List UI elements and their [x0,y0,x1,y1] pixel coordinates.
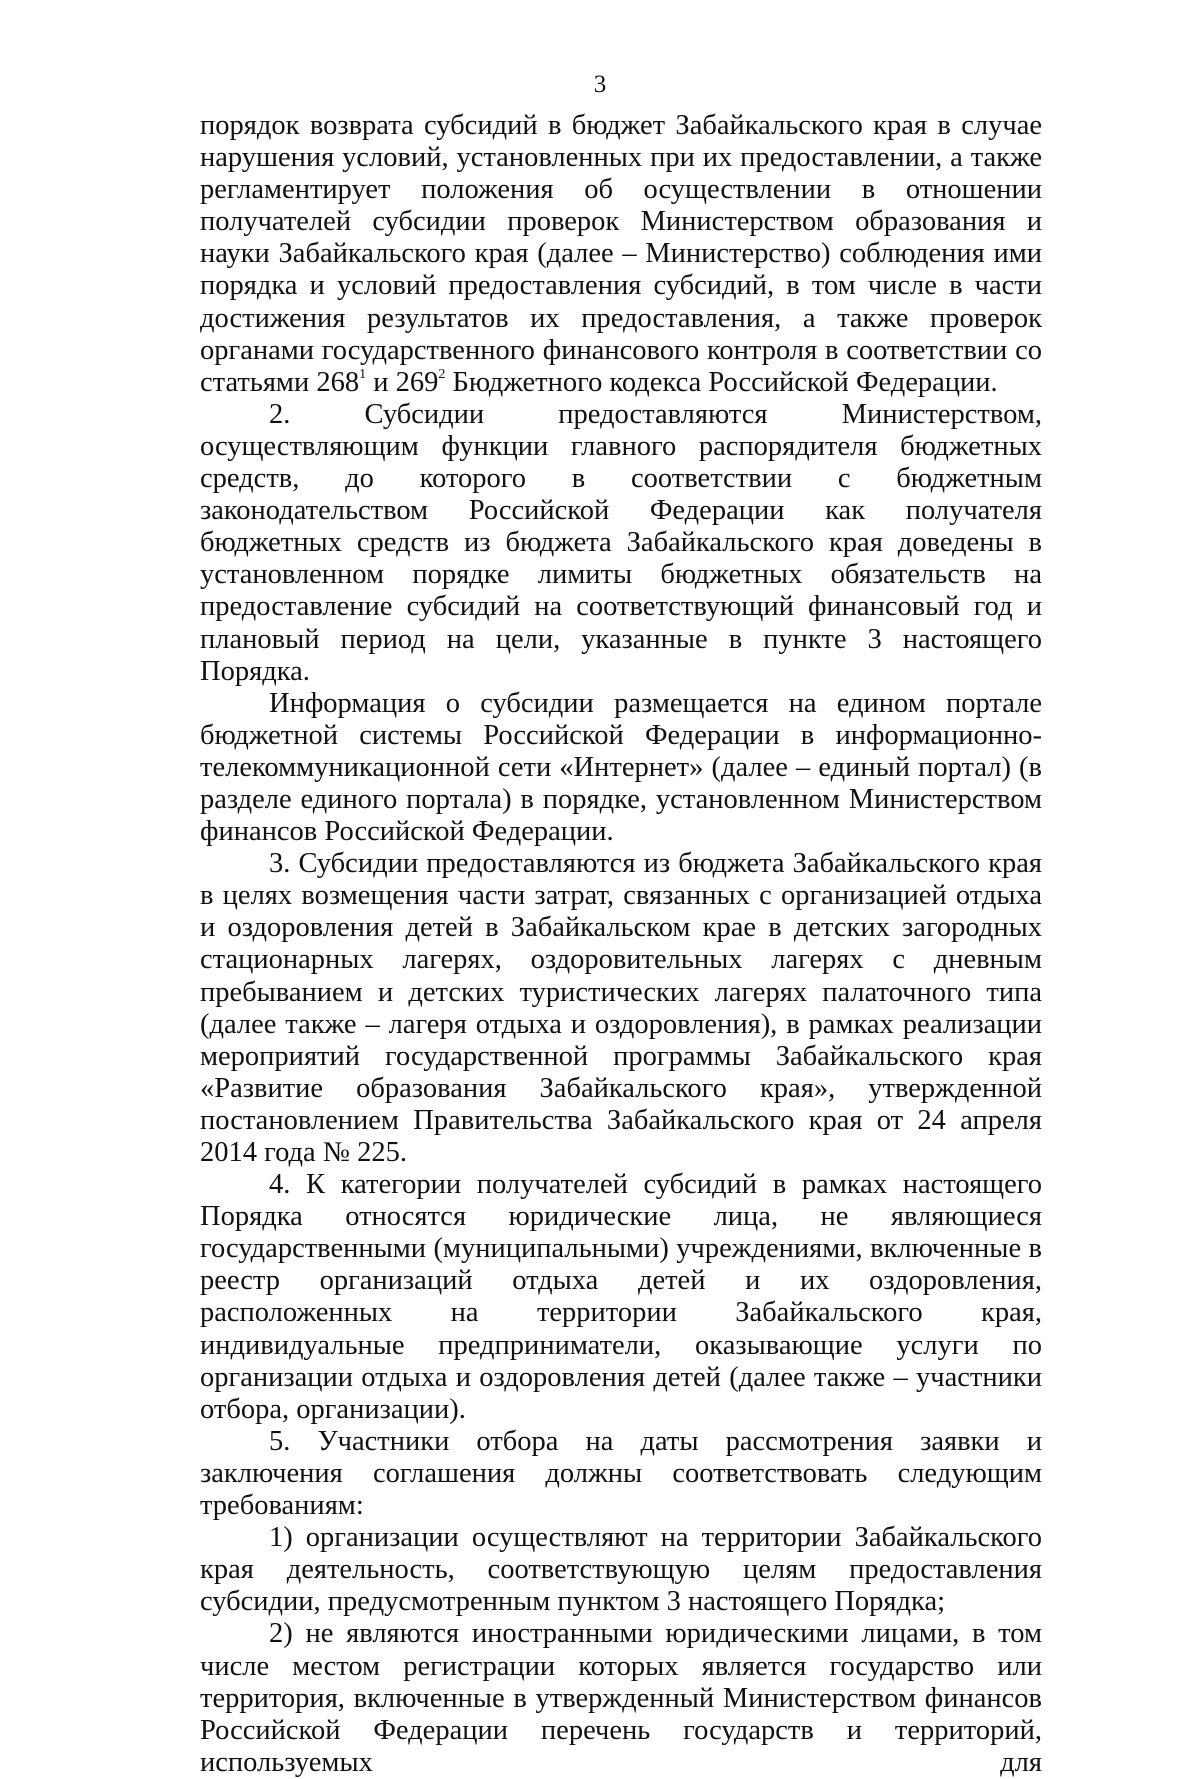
footnote-superscript: 1 [359,366,367,382]
paragraph-continuation [200,110,1042,399]
paragraph-item-2: 2. Субсидии предоставляются Министерством, осуществляющим функции главного распорядителя бюджетных средств, до которого в соответствии с бюджетным законодательством Российской Федерации как получателя бюджетных средств из бюджета Забайкальского края доведены в установленном порядке лимиты бюджетных обязательств на предоставление субсидий на соответствующий финансовый год и плановый период на цели, указанные в пункте 3 настоящего Порядка. [200,398,1042,687]
paragraph-portal-info: Информация о субсидии размещается на едином портале бюджетной системы Российской Федерации в информационно-телекоммуникационной сети «Интернет» (далее – единый портал) (в разделе единого портала) в порядке, установленном Министерством финансов Российской Федерации. [200,687,1042,848]
paragraph-subitem-2: 2) не являются иностранными юридическими лицами, в том числе местом регистрации которых является государство или территория, включенные в утвержденный Министерством финансов Российской Федерации перечень государств и территорий, используемых для [200,1618,1042,1778]
text-fragment: Бюджетного кодекса Российской Федерации. [445,366,998,398]
paragraph-item-3: 3. Субсидии предоставляются из бюджета Забайкальского края в целях возмещения части затрат, связанных с организацией отдыха и оздоровления детей в Забайкальском крае в детских загородных стационарных лагерях, оздоровительных лагерях с дневным пребыванием и детских туристических лагерях палаточного типа (далее также – лагеря отдыха и оздоровления), в рамках реализации мероприятий государственной программы Забайкальского края «Развитие образования Забайкальского края», утвержденной постановлением Правительства Забайкальского края от 24 апреля 2014 года № 225. [200,848,1042,1168]
paragraph-item-4: 4. К категории получателей субсидий в рамках настоящего Порядка относятся юридические лица, не являющиеся государственными (муниципальными) учреждениями, включенные в реестр организаций отдыха детей и их оздоровления, расположенных на территории Забайкальского края, индивидуальные предприниматели, оказывающие услуги по организации отдыха и оздоровления детей (далее также – участники отбора, организации). [200,1169,1042,1425]
paragraph-subitem-1: 1) организации осуществляют на территории Забайкальского края деятельность, соответствующую целям предоставления субсидии, предусмотренным пунктом 3 настоящего Порядка; [200,1522,1042,1618]
footnote-superscript: 2 [438,366,446,382]
paragraph-item-5: 5. Участники отбора на даты рассмотрения заявки и заключения соглашения должны соответствовать следующим требованиям: [200,1425,1042,1522]
text-fragment: порядок возврата субсидий в бюджет Забайкальского края в случае нарушения условий, установленных при их предоставлении, а также регламентирует положения об осуществлении в отношении получателей субсидии проверок Министерством образования и науки Забайкальского края (далее – Министерство) соблюдения ими порядка и условий предоставления субсидий, в том числе в части достижения результатов их предоставления, а также проверок органами государственного финансового контроля в соответствии со статьями 268 [200,110,1042,398]
text-fragment: и 269 [366,366,439,398]
document-body [200,110,1042,1779]
page-number: 3 [593,71,607,98]
